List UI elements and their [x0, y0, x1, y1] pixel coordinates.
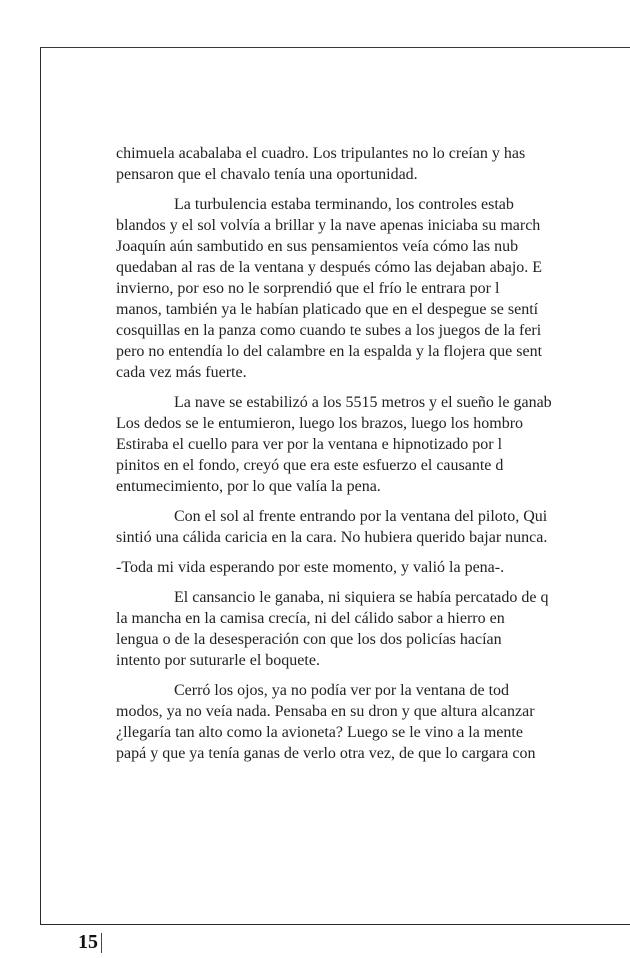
text-line: sintió una cálida caricia en la cara. No hubiera querido bajar nunca. [116, 529, 548, 546]
paragraph [116, 506, 630, 548]
body-text [116, 143, 630, 773]
text-line: chimuela acabalaba el cuadro. Los tripulantes no lo creían y has [116, 145, 526, 162]
text-line: la mancha en la camisa crecía, ni del cálido sabor a hierro en [116, 610, 505, 627]
text-line: invierno, por eso no le sorprendió que el frío le entrara por l [116, 280, 500, 297]
text-line: modos, ya no veía nada. Pensaba en su dron y que altura alcanzar [116, 703, 535, 720]
text-line: ¿llegaría tan alto como la avioneta? Luego se le vino a la mente [116, 724, 523, 741]
text-line: intento por suturarle el boquete. [116, 652, 320, 669]
text-line: cada vez más fuerte. [116, 364, 247, 381]
page-number: 15 [78, 931, 98, 953]
paragraph [116, 392, 630, 497]
text-line: lengua o de la desesperación con que los dos policías hacían [116, 631, 502, 648]
text-line: pensaron que el chavalo tenía una oportunidad. [116, 166, 418, 183]
text-line: El cansancio le ganaba, ni siquiera se había percatado de q [174, 589, 549, 606]
text-line: Los dedos se le entumieron, luego los brazos, luego los hombro [116, 415, 524, 432]
paragraph [116, 557, 630, 578]
text-line: Joaquín aún sambutido en sus pensamientos veía cómo las nub [116, 238, 519, 255]
text-line: pero no entendía lo del calambre en la espalda y la flojera que sent [116, 343, 543, 360]
text-line: cosquillas en la panza como cuando te subes a los juegos de la feri [116, 322, 542, 339]
text-line: manos, también ya le habían platicado que en el despegue se sentí [116, 301, 539, 318]
text-line: La nave se estabilizó a los 5515 metros y el sueño le ganab [174, 394, 552, 411]
text-line: quedaban al ras de la ventana y después cómo las dejaban abajo. E [116, 259, 543, 276]
text-line: papá y que ya tenía ganas de verlo otra vez, de que lo cargara con [116, 745, 536, 762]
paragraph [116, 587, 630, 671]
text-line: entumecimiento, por lo que valía la pena. [116, 478, 381, 495]
paragraph [116, 194, 630, 383]
page-number-divider [101, 933, 102, 953]
text-line: Cerró los ojos, ya no podía ver por la ventana de tod [174, 682, 510, 699]
text-line: pinitos en el fondo, creyó que era este esfuerzo el causante d [116, 457, 504, 474]
paragraph [116, 680, 630, 764]
text-line: blandos y el sol volvía a brillar y la nave apenas iniciaba su march [116, 217, 541, 234]
text-line: La turbulencia estaba terminando, los controles estab [174, 196, 514, 213]
text-line: Estiraba el cuello para ver por la ventana e hipnotizado por l [116, 436, 503, 453]
paragraph [116, 143, 630, 185]
text-line: Con el sol al frente entrando por la ventana del piloto, Qui [174, 508, 548, 525]
text-line: -Toda mi vida esperando por este momento, y valió la pena-. [116, 559, 505, 576]
